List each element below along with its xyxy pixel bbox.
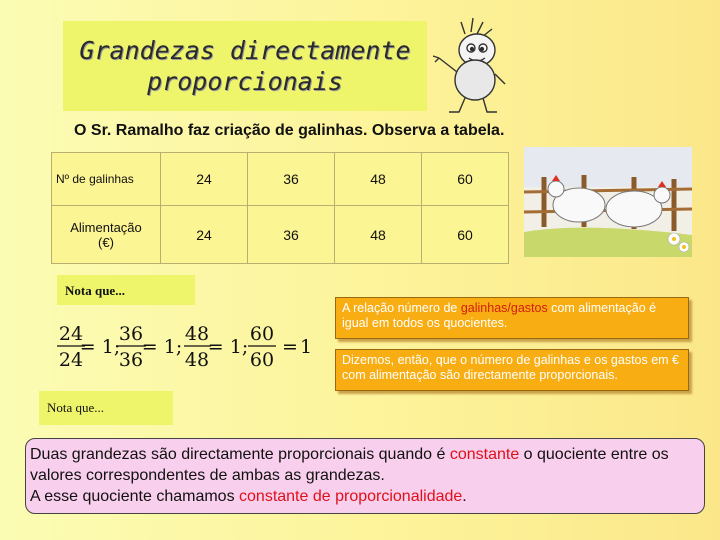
conclusion-text-3: A esse quociente chamamos [30, 488, 240, 505]
conclusion-highlight-constante: constante [449, 446, 520, 463]
table-cell: 48 [335, 153, 422, 206]
table-cell: 60 [422, 206, 509, 264]
data-table [51, 152, 509, 264]
nota-label-1: Nota que... [57, 275, 195, 305]
fraction-denominator: 60 [249, 349, 275, 371]
title-line-1: Grandezas directamente [79, 36, 411, 65]
table-cell: 48 [335, 206, 422, 264]
formula-result: 1 [299, 336, 312, 358]
table-row [52, 153, 509, 206]
hens-illustration [524, 147, 692, 257]
row-label-galinhas: Nº de galinhas [52, 153, 161, 206]
mascot-illustration [425, 12, 515, 117]
relation-text-1: A relação número de [342, 301, 461, 315]
intro-text: O Sr. Ramalho faz criação de galinhas. Observa a tabela. [74, 122, 505, 139]
conclusion-box [25, 438, 705, 514]
ratio-formula [56, 320, 312, 372]
fraction-numerator: 60 [249, 323, 275, 345]
row-label-alimentacao-a: Alimentação [70, 219, 142, 235]
table-cell: 24 [161, 206, 248, 264]
svg-text:= 1;: = 1; [79, 336, 121, 358]
title-line-2: proporcionais [147, 67, 343, 96]
table-cell: 36 [248, 206, 335, 264]
svg-text:= 1;: = 1; [141, 336, 183, 358]
nota-label-2: Nota que... [39, 391, 173, 425]
table-cell: 36 [248, 153, 335, 206]
proportional-text: Dizemos, então, que o número de galinhas e os gastos em € com alimentação são directamente proporcionais. [342, 353, 680, 382]
fraction-numerator: 36 [118, 323, 144, 345]
fraction-numerator: 24 [58, 323, 84, 345]
title-box [63, 21, 427, 111]
row-label-alimentacao [52, 206, 161, 264]
row-label-alimentacao-b: (€) [98, 234, 114, 250]
conclusion-text-4: . [462, 488, 467, 505]
conclusion-text-1: Duas grandezas são directamente proporcionais quando é [30, 446, 450, 463]
fraction-denominator: 24 [58, 349, 84, 371]
table-cell: 60 [422, 153, 509, 206]
conclusion-text-2: o quociente entre os valores correspondentes de ambas as grandezas. [30, 446, 669, 484]
svg-text:=: = [282, 336, 298, 358]
fraction-denominator: 36 [118, 349, 144, 371]
relation-highlight: galinhas/gastos [460, 301, 548, 315]
fraction-numerator: 48 [184, 323, 210, 345]
proportional-note-box [335, 349, 689, 391]
svg-text:= 1;: = 1; [207, 336, 249, 358]
fraction-denominator: 48 [184, 349, 210, 371]
table-cell: 24 [161, 153, 248, 206]
conclusion-highlight-constante-proporcionalidade: constante de proporcionalidade [239, 488, 463, 505]
relation-text-2: com alimentação é igual em todos os quocientes. [342, 301, 657, 330]
table-row [52, 206, 509, 264]
relation-note-box [335, 297, 689, 339]
